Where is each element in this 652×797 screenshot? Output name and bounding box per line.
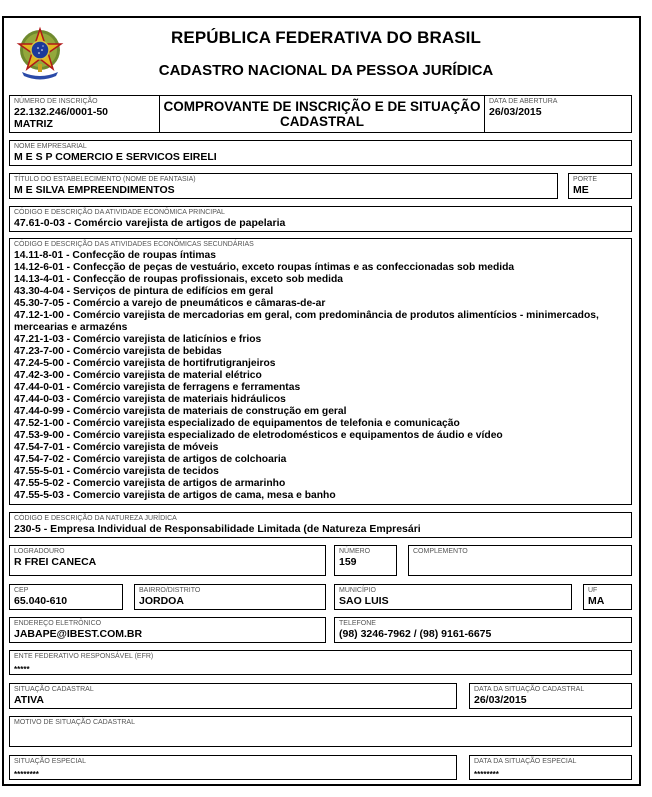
abertura-value: 26/03/2015 [489,106,542,118]
efr-field [9,650,632,675]
data-situacao-especial-label: DATA DA SITUAÇÃO ESPECIAL [474,758,577,765]
nome-empresarial-label: NOME EMPRESARIAL [14,143,87,150]
logradouro-label: LOGRADOURO [14,548,65,555]
list-item: 47.55-5-03 - Comercio varejista de artigos de cama, mesa e banho [14,490,336,501]
municipio-value: SAO LUIS [339,595,389,607]
situacao-especial-value: ******** [14,770,39,779]
titulo-estabelecimento-field [9,173,558,199]
list-item: 47.55-5-01 - Comércio varejista de tecidos [14,466,219,477]
divider [484,96,485,132]
cep-field [9,584,123,610]
natureza-juridica-value: 230-5 - Empresa Individual de Responsabilidade Limitada (de Natureza Empresári [14,523,421,535]
numero-label: NÚMERO [339,548,371,555]
data-situacao-cadastral-field [469,683,632,709]
list-item: 43.30-4-04 - Serviços de pintura de edifícios em geral [14,286,274,297]
atividade-principal-field [9,206,632,232]
inscricao-label: NÚMERO DE INSCRIÇÃO [14,98,98,105]
list-item: mercearias e armazéns [14,322,128,333]
bairro-field [134,584,326,610]
situacao-especial-label: SITUAÇÃO ESPECIAL [14,758,86,765]
telefone-value: (98) 3246-7962 / (98) 9161-6675 [339,628,492,640]
numero-field [334,545,397,576]
uf-value: MA [588,595,605,607]
uf-label: UF [588,587,598,594]
header-subtitle: CADASTRO NACIONAL DA PESSOA JURÍDICA [158,62,494,79]
list-item: 14.12-6-01 - Confecção de peças de vestuário, exceto roupas íntimas e as confeccionadas sob medida [14,262,515,273]
cep-label: CEP [14,587,29,594]
list-item: 47.12-1-00 - Comércio varejista de mercadorias em geral, com predominância de produtos alimentícios - minimercados, [14,310,599,321]
list-item: 47.44-0-03 - Comércio varejista de materiais hidráulicos [14,394,286,405]
list-item: 14.11-8-01 - Confecção de roupas íntimas [14,250,217,261]
bairro-label: BAIRRO/DISTRITO [139,587,201,594]
motivo-situacao-label: MOTIVO DE SITUAÇÃO CADASTRAL [14,719,135,726]
atividades-secundarias-field [9,238,632,505]
municipio-label: MUNICÍPIO [339,587,376,594]
list-item: 47.55-5-02 - Comercio varejista de artigos de armarinho [14,478,286,489]
list-item: 47.44-0-99 - Comércio varejista de materiais de construção em geral [14,406,347,417]
inscricao-number: 22.132.246/0001-50 [14,106,109,118]
atividades-secundarias-label: CÓDIGO E DESCRIÇÃO DAS ATIVIDADES ECONÔMICAS SECUNDÁRIAS [14,241,254,248]
data-situacao-especial-field [469,755,632,780]
complemento-label: COMPLEMENTO [413,548,468,555]
numero-value: 159 [339,556,357,568]
situacao-cadastral-value: ATIVA [14,694,44,706]
list-item: 47.53-9-00 - Comércio varejista especializado de eletrodomésticos e equipamentos de áudio e vídeo [14,430,503,441]
email-value: JABAPE@IBEST.COM.BR [14,628,143,640]
cep-value: 65.040-610 [14,595,68,607]
atividade-principal-label: CÓDIGO E DESCRIÇÃO DA ATIVIDADE ECONÔMICA PRINCIPAL [14,209,225,216]
telefone-field [334,617,632,643]
list-item: 45.30-7-05 - Comércio a varejo de pneumáticos e câmaras-de-ar [14,298,326,309]
logradouro-field [9,545,326,576]
situacao-especial-field [9,755,457,780]
list-item: 47.24-5-00 - Comércio varejista de hortifrutigranjeiros [14,358,276,369]
telefone-label: TELEFONE [339,620,376,627]
nome-empresarial-field [9,140,632,166]
document-title: COMPROVANTE DE INSCRIÇÃO E DE SITUAÇÃO CADASTRAL [163,99,481,129]
motivo-situacao-field [9,716,632,747]
natureza-juridica-field [9,512,632,538]
nome-empresarial-value: M E S P COMERCIO E SERVICOS EIRELI [14,151,217,163]
list-item: 47.54-7-02 - Comércio varejista de artigos de colchoaria [14,454,287,465]
porte-label: PORTE [573,176,597,183]
titulo-estabelecimento-label: TÍTULO DO ESTABELECIMENTO (NOME DE FANTASIA) [14,176,196,183]
list-item: 47.52-1-00 - Comércio varejista especializado de equipamentos de telefonia e comunicação [14,418,460,429]
list-item: 47.42-3-00 - Comércio varejista de material elétrico [14,370,262,381]
list-item: 47.21-1-03 - Comércio varejista de laticínios e frios [14,334,262,345]
data-situacao-cadastral-label: DATA DA SITUAÇÃO CADASTRAL [474,686,585,693]
atividades-secundarias-list [14,250,626,502]
situacao-cadastral-field [9,683,457,709]
inscricao-type: MATRIZ [14,118,53,130]
logradouro-value: R FREI CANECA [14,556,97,568]
uf-field [583,584,632,610]
bairro-value: JORDOA [139,595,184,607]
inscription-row [9,95,632,133]
municipio-field [334,584,572,610]
email-label: ENDEREÇO ELETRÔNICO [14,620,102,627]
titulo-estabelecimento-value: M E SILVA EMPREENDIMENTOS [14,184,175,196]
data-situacao-cadastral-value: 26/03/2015 [474,694,527,706]
complemento-field [408,545,632,576]
header-title: REPÚBLICA FEDERATIVA DO BRASIL [171,28,481,47]
list-item: 47.44-0-01 - Comércio varejista de ferragens e ferramentas [14,382,301,393]
list-item: 47.54-7-01 - Comércio varejista de móveis [14,442,219,453]
data-situacao-especial-value: ******** [474,770,499,779]
porte-field [568,173,632,199]
list-item: 14.13-4-01 - Confecção de roupas profissionais, exceto sob medida [14,274,344,285]
abertura-label: DATA DE ABERTURA [489,98,558,105]
natureza-juridica-label: CÓDIGO E DESCRIÇÃO DA NATUREZA JURÍDICA [14,515,177,522]
porte-value: ME [573,184,589,196]
email-field [9,617,326,643]
atividade-principal-value: 47.61-0-03 - Comércio varejista de artigos de papelaria [14,217,286,229]
efr-label: ENTE FEDERATIVO RESPONSÁVEL (EFR) [14,653,154,660]
situacao-cadastral-label: SITUAÇÃO CADASTRAL [14,686,94,693]
efr-value: ***** [14,665,30,674]
list-item: 47.23-7-00 - Comércio varejista de bebidas [14,346,222,357]
